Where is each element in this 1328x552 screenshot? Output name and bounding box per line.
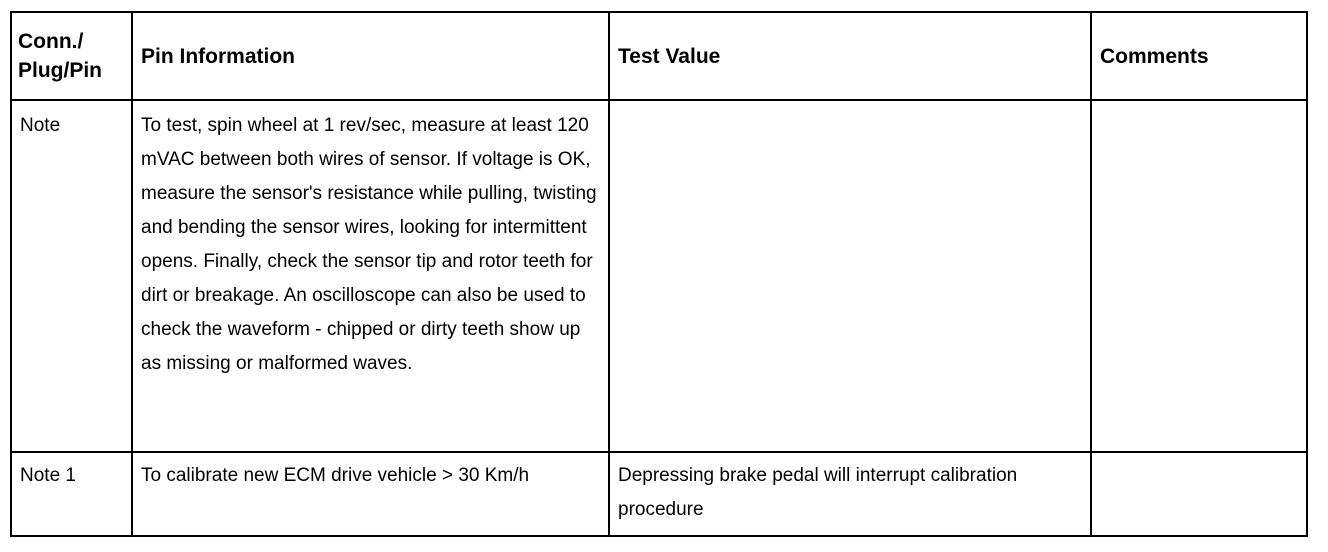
table-row (11, 100, 1307, 452)
header-conn-plug-pin: Conn./ Plug/Pin (11, 12, 132, 100)
table-header-row (11, 12, 1307, 100)
table-row (11, 452, 1307, 536)
cell-comments (1091, 452, 1307, 536)
header-comments: Comments (1091, 12, 1307, 100)
cell-conn: Note (11, 100, 132, 452)
cell-comments (1091, 100, 1307, 452)
cell-conn: Note 1 (11, 452, 132, 536)
cell-test-value: Depressing brake pedal will interrupt calibration procedure (609, 452, 1091, 536)
pin-information-table (10, 11, 1308, 537)
cell-test-value (609, 100, 1091, 452)
cell-pin-information: To calibrate new ECM drive vehicle > 30 Km/h (132, 452, 609, 536)
header-pin-information: Pin Information (132, 12, 609, 100)
header-test-value: Test Value (609, 12, 1091, 100)
cell-pin-information: To test, spin wheel at 1 rev/sec, measure at least 120 mVAC between both wires of sensor. If voltage is OK, measure the sensor's resistance while pulling, twisting and bending the sensor wires, looking for intermittent opens. Finally, check the sensor tip and rotor teeth for dirt or breakage. An oscilloscope can also be used to check the waveform - chipped or dirty teeth show up as missing or malformed waves. (132, 100, 609, 452)
